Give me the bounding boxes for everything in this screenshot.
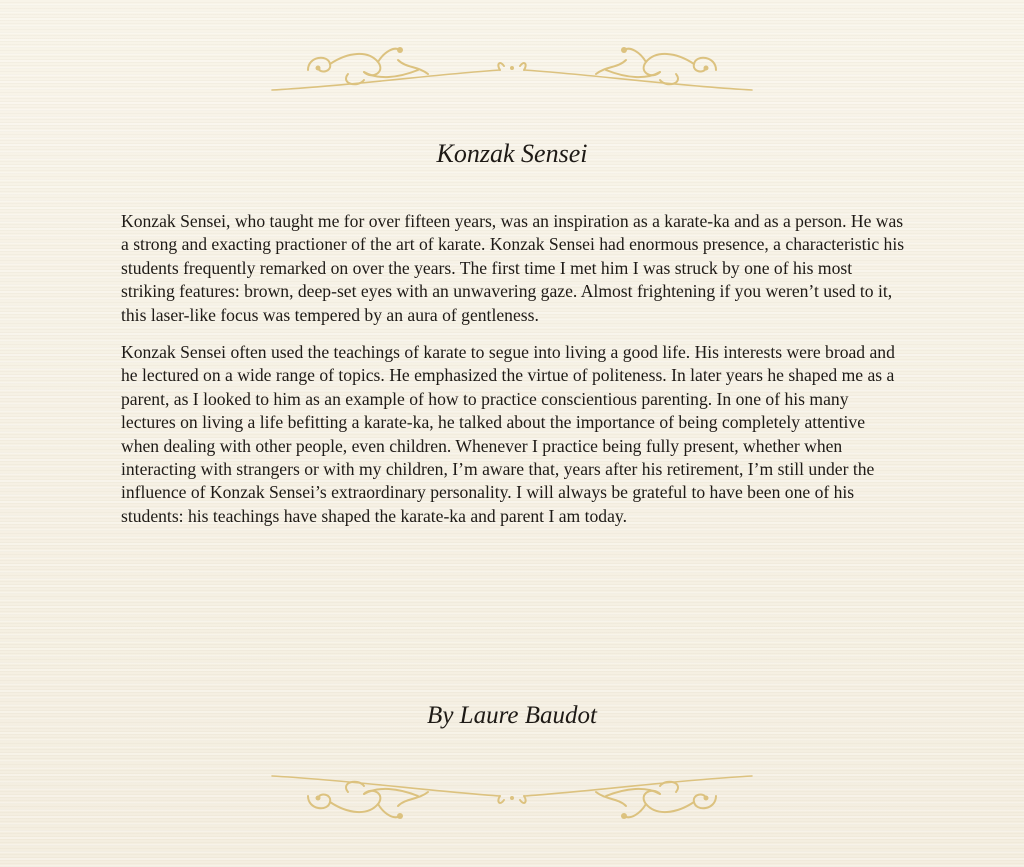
body-paragraph-1: Konzak Sensei, who taught me for over fifteen years, was an inspiration as a karate-ka and as a person. He was a strong and exacting practioner of the art of karate. Konzak Sensei had enormous presence, a characteristic his students frequently remarked on over the years. The first time I met him I was struck by one of his most striking features: brown, deep-set eyes with an unwavering gaze. Almost frightening if you weren’t used to it, this laser-like focus was tempered by an aura of gentleness. xyxy=(121,211,905,325)
body-paragraph-2: Konzak Sensei often used the teachings of karate to segue into living a good life. His interests were broad and he lectured on a wide range of topics. He emphasized the virtue of politeness. In later years he shaped me as a parent, as I looked to him as an example of how to practice conscientious parenting. In one of his many lectures on living a life befitting a karate-ka, he talked about the importance of being completely attentive when dealing with other people, even children. Whenever I practice being fully present, whether when interacting with strangers or with my children, I’m aware that, years after his retirement, I’m still under the influence of Konzak Sensei’s extraordinary personality. I will always be grateful to have been one of his students: his teachings have shaped the karate-ka and parent I am today. xyxy=(121,342,895,526)
document-title: Konzak Sensei xyxy=(436,139,588,168)
author-byline: By Laure Baudot xyxy=(427,702,597,729)
bottom-flourish-divider-icon xyxy=(268,768,756,828)
top-flourish-divider-icon xyxy=(268,40,756,100)
document-body xyxy=(121,210,905,542)
